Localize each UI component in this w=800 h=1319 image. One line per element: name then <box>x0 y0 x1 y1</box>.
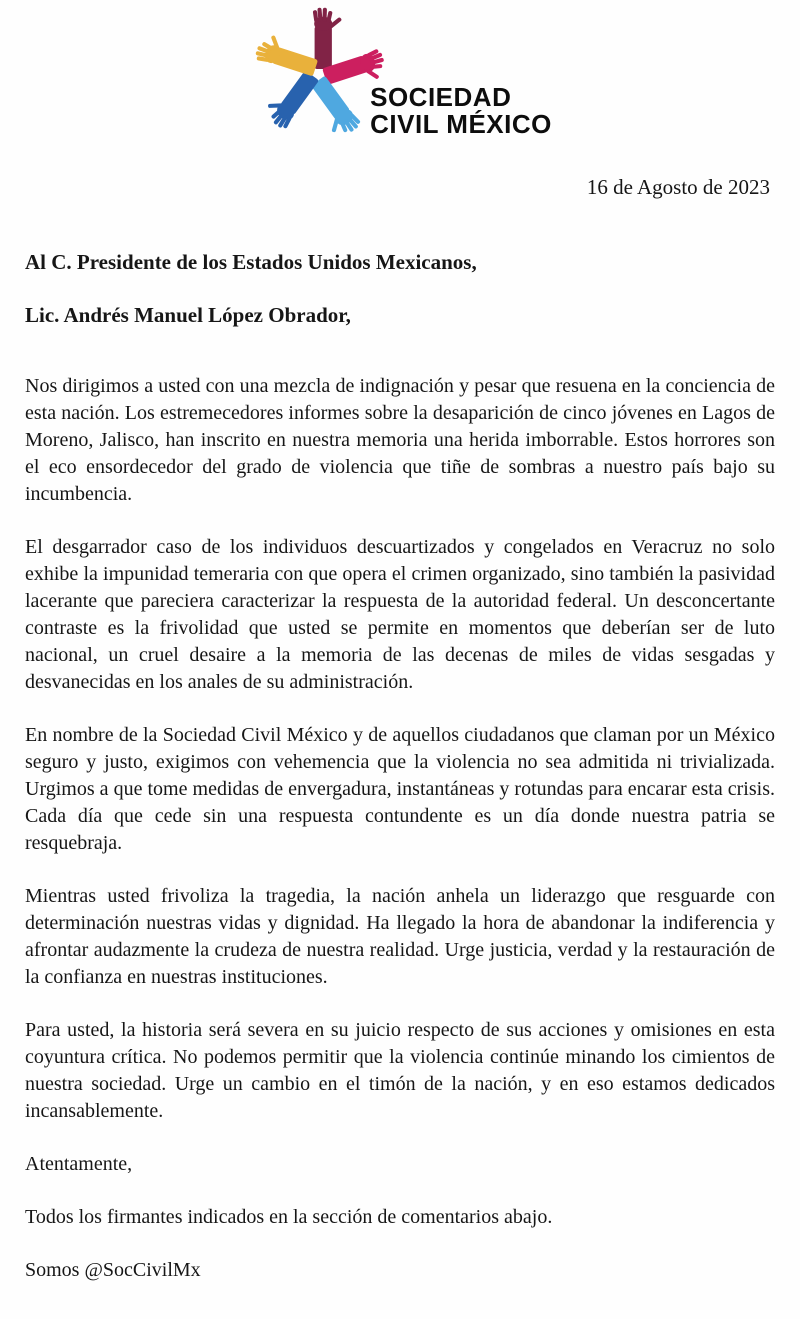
hand-icon-yellow <box>256 35 320 77</box>
signatories-note: Todos los firmantes indicados en la sección de comentarios abajo. <box>25 1206 553 1228</box>
org-name <box>370 84 552 144</box>
addressee-name: Lic. Andrés Manuel López Obrador, <box>25 303 351 327</box>
hand-icon-maroon <box>314 10 339 69</box>
paragraph-1: Nos dirigimos a usted con una mezcla de indignación y pesar que resuena en la conciencia de esta nación. Los estremecedores informes sobre la desaparición de cinco jóvenes en Lagos de Moreno, Jalisco, han inscrito en nuestra memoria una herida imborrable. Estos horrores son el eco ensordecedor del grado de violencia que tiñe de sombras a nuestro país bajo su incumbencia. <box>25 375 775 505</box>
social-handle-line: Somos @SocCivilMx <box>25 1259 201 1281</box>
paragraph-2: El desgarrador caso de los individuos descuartizados y congelados en Veracruz no solo exhibe la impunidad temeraria con que opera el crimen organizado, sino también la pasividad lacerante que pareciera caracterizar la respuesta de la autoridad federal. Un desconcertante contraste es la frivolidad que usted se permite en momentos que deberían ser de luto nacional, un cruel desaire a la memoria de las decenas de miles de vidas sesgadas y desvanecidas en los anales de su administración. <box>25 536 775 693</box>
paragraph-4: Mientras usted frivoliza la tragedia, la nación anhela un liderazgo que resguarde con determinación nuestras vidas y dignidad. Ha llegado la hora de abandonar la indiferencia y afrontar audazmente la crudeza de nuestra realidad. Urge justicia, verdad y la restauración de la confianza en nuestras instituciones. <box>25 885 775 988</box>
org-logo <box>0 0 800 144</box>
paragraph-3: En nombre de la Sociedad Civil México y de aquellos ciudadanos que claman por un México seguro y justo, exigimos con vehemencia que la violencia no sea admitida ni trivializada. Urgimos a que tome medidas de envergadura, instantáneas y rotundas para encarar esta crisis. Cada día que cede sin una respuesta contundente es un día donde nuestra patria se resquebraja. <box>25 724 775 854</box>
addressee-title: Al C. Presidente de los Estados Unidos Mexicanos, <box>25 250 477 274</box>
paragraph-5: Para usted, la historia será severa en su juicio respecto de sus acciones y omisiones en esta coyuntura crítica. No podemos permitir que la violencia continúe minando los cimientos de nuestra sociedad. Urge un cambio en el timón de la nación, y en eso estamos dedicados incansablemente. <box>25 1019 775 1122</box>
letter-body <box>0 249 800 1284</box>
letter-date: 16 de Agosto de 2023 <box>586 175 770 199</box>
org-name-line1: SOCIEDAD <box>370 82 512 112</box>
org-name-line2: CIVIL MÉXICO <box>370 109 552 139</box>
closing-salutation: Atentamente, <box>25 1153 133 1175</box>
